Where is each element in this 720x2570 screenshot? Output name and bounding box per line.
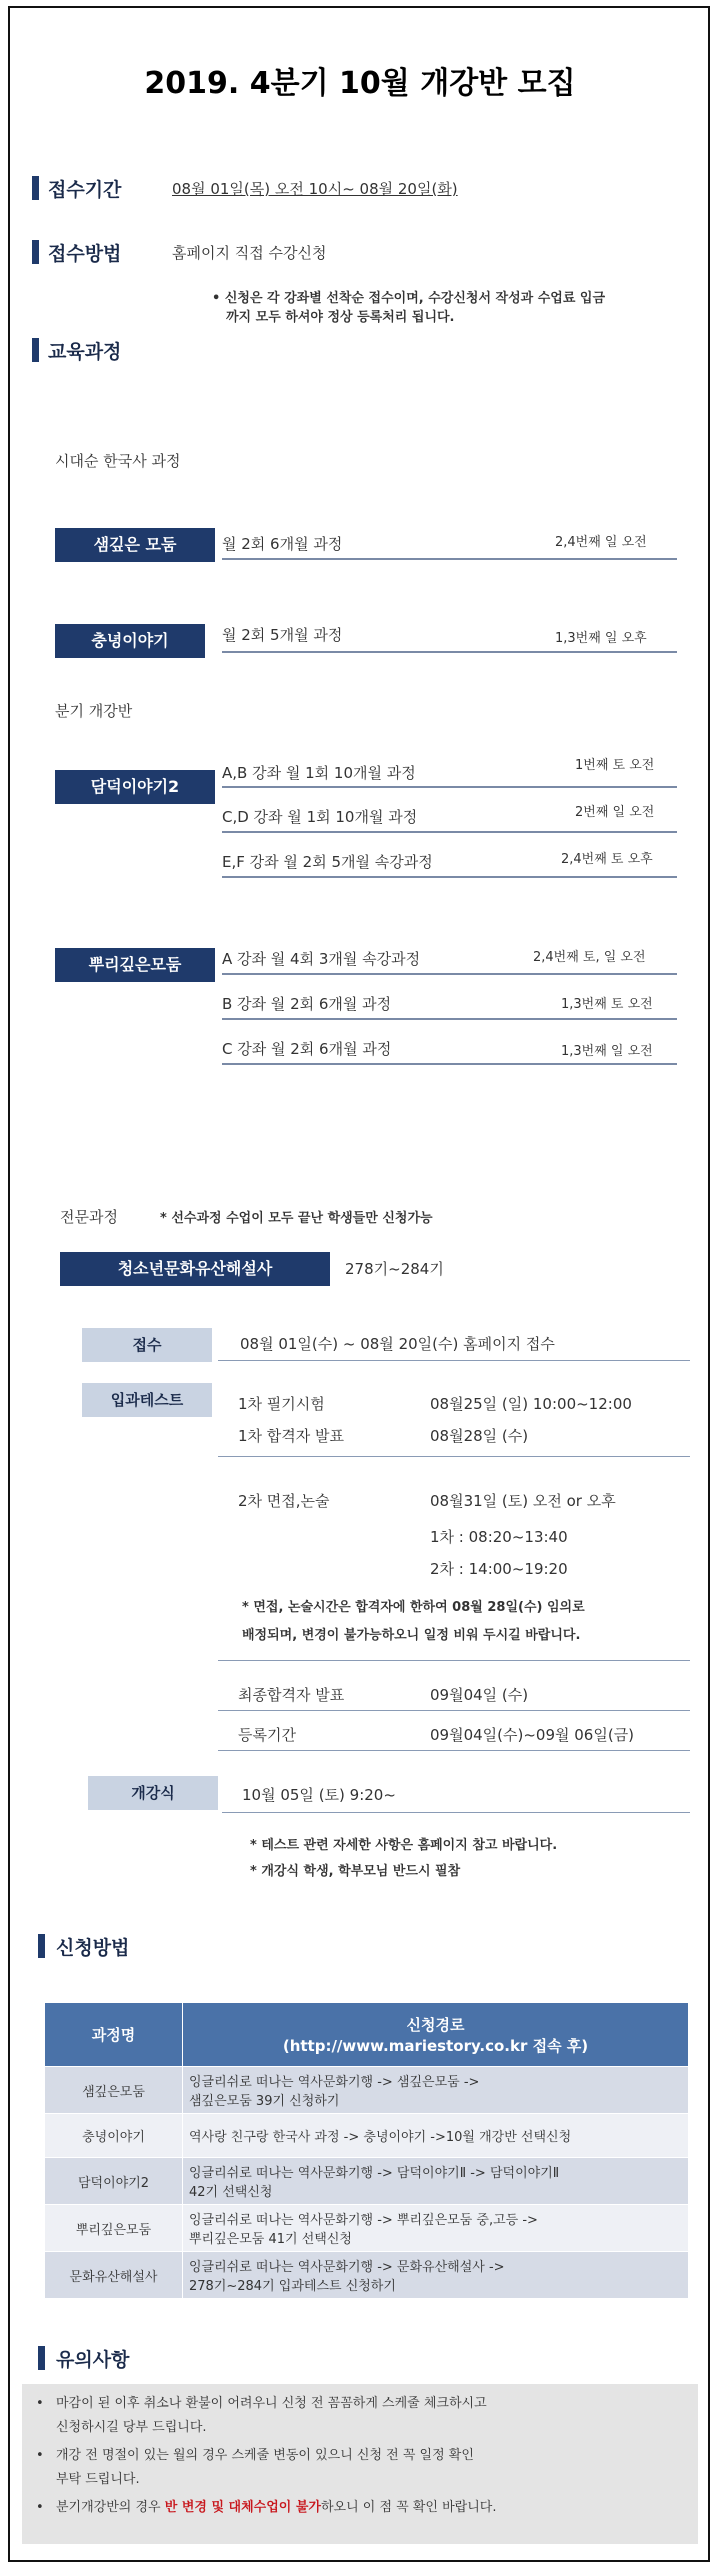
curriculum-label: 교육과정 <box>48 341 122 363</box>
table-row <box>45 2252 689 2299</box>
test-warning-line2: 배정되며, 변경이 불가능하오니 일정 비워 두시길 바랍니다. <box>242 1628 581 1643</box>
table-row <box>45 2158 689 2205</box>
page-title: 2019. 4분기 10월 개강반 모집 <box>144 66 576 101</box>
row-route <box>183 2205 689 2252</box>
table-row <box>45 2067 689 2114</box>
period-value: 08월 01일(목) 오전 10시~ 08월 20일(화) <box>172 180 458 198</box>
course-desc: C,D 강좌 월 1회 10개월 과정 <box>222 808 418 826</box>
divider <box>218 1456 690 1457</box>
method-label: 접수방법 <box>48 243 122 265</box>
section-marker <box>32 176 39 200</box>
notice-text: 개강 전 명절이 있는 월의 경우 스케줄 변동이 있으니 신청 전 꼭 일정 확인 <box>56 2448 474 2463</box>
row-course: 문화유산해설사 <box>45 2252 183 2299</box>
divider <box>222 1063 677 1065</box>
course-tag: 샘깊은 모둠 <box>55 528 215 562</box>
course-desc: B 강좌 월 2회 6개월 과정 <box>222 995 392 1013</box>
row-route <box>183 2067 689 2114</box>
section-marker <box>38 2346 45 2370</box>
row-course: 샘깊은모둠 <box>45 2067 183 2114</box>
row-route <box>183 2158 689 2205</box>
divider <box>222 1018 677 1020</box>
course-schedule: 1,3번째 토 오전 <box>561 997 653 1012</box>
route-line: 잉글리쉬로 떠나는 역사문화기행 -> 문화유산해설사 -> <box>189 2260 505 2275</box>
divider <box>218 1660 690 1661</box>
method-value: 홈페이지 직접 수강신청 <box>172 244 327 262</box>
notice-text: 마감이 된 이후 취소나 환불이 어려우니 신청 전 꼼꼼하게 스케줄 체크하시고 <box>56 2396 487 2411</box>
divider <box>218 1750 690 1751</box>
row-course: 뿌리깊은모둠 <box>45 2205 183 2252</box>
course-tag: 충녕이야기 <box>55 624 205 658</box>
row-course: 담덕이야기2 <box>45 2158 183 2205</box>
opening-value: 10월 05일 (토) 9:20~ <box>242 1786 396 1804</box>
course-schedule: 2,4번째 토 오후 <box>561 852 653 867</box>
course-desc: E,F 강좌 월 2회 5개월 속강과정 <box>222 853 433 871</box>
bullet: • <box>36 2500 44 2515</box>
divider <box>222 973 677 975</box>
table-row <box>45 2114 689 2158</box>
apply-label: 신청방법 <box>56 1937 130 1959</box>
test-r3-label: 2차 면접,논술 <box>238 1492 330 1510</box>
section-marker <box>32 240 39 264</box>
reception-value: 08월 01일(수) ~ 08월 20일(수) 홈페이지 접수 <box>240 1335 555 1353</box>
divider <box>222 876 677 878</box>
notice-item <box>32 2444 688 2492</box>
header-route-title: 신청경로 <box>406 2015 465 2034</box>
route-line: 42기 선택신청 <box>189 2185 273 2200</box>
route-line: 샘깊은모둠 39기 신청하기 <box>189 2094 340 2109</box>
notice-item <box>32 2496 688 2520</box>
notice-text: 부탁 드립니다. <box>56 2472 140 2487</box>
quarter-label: 분기 개강반 <box>55 702 133 720</box>
divider <box>218 1710 690 1711</box>
tail-note-1: * 테스트 관련 자세한 사항은 홈페이지 참고 바랍니다. <box>250 1838 558 1853</box>
header-route-url: (http://www.mariestory.co.kr 접속 후) <box>282 2036 589 2055</box>
notice-box <box>22 2384 698 2544</box>
route-line: 278기~284기 입과테스트 신청하기 <box>189 2279 396 2294</box>
course-desc: 월 2회 6개월 과정 <box>222 535 343 553</box>
notice-item <box>32 2392 688 2440</box>
chrono-label: 시대순 한국사 과정 <box>55 452 181 470</box>
divider <box>222 831 677 833</box>
header-route <box>183 2003 689 2067</box>
row-route <box>183 2114 689 2158</box>
special-note: * 선수과정 수업이 모두 끝난 학생들만 신청가능 <box>160 1211 433 1226</box>
course-schedule: 1,3번째 일 오후 <box>555 631 647 646</box>
route-line: 잉글리쉬로 떠나는 역사문화기행 -> 담덕이야기Ⅱ -> 담덕이야기Ⅱ <box>189 2166 560 2181</box>
opening-tag: 개강식 <box>88 1776 218 1810</box>
method-note-line1: • 신청은 각 강좌별 선착순 접수이며, 수강신청서 작성과 수업료 입금 <box>212 291 606 306</box>
course-schedule: 2,4번째 토, 일 오전 <box>533 950 646 965</box>
route-line: 잉글리쉬로 떠나는 역사문화기행 -> 샘깊은모둠 -> <box>189 2075 480 2090</box>
test-r3-sub1: 1차 : 08:20~13:40 <box>430 1528 568 1546</box>
course-desc: A,B 강좌 월 1회 10개월 과정 <box>222 764 416 782</box>
divider <box>222 651 677 653</box>
course-desc: 월 2회 5개월 과정 <box>222 626 343 644</box>
test-r3-value: 08월31일 (토) 오전 or 오후 <box>430 1492 616 1510</box>
course-schedule: 2,4번째 일 오전 <box>555 535 647 550</box>
divider <box>222 558 677 560</box>
bullet: • <box>36 2448 44 2463</box>
row-course: 충녕이야기 <box>45 2114 183 2158</box>
test-r5-value: 09월04일(수)~09월 06일(금) <box>430 1726 635 1744</box>
table-header-row <box>45 2003 689 2067</box>
notice-text <box>56 2496 688 2520</box>
row-route <box>183 2252 689 2299</box>
test-r1-label: 1차 필기시험 <box>238 1395 325 1413</box>
section-marker <box>38 1934 45 1958</box>
table-row <box>45 2205 689 2252</box>
test-r2-value: 08월28일 (수) <box>430 1427 529 1445</box>
test-r4-value: 09월04일 (수) <box>430 1686 529 1704</box>
notice-text: 신청하시길 당부 드립니다. <box>56 2420 207 2435</box>
course-schedule: 2번째 일 오전 <box>575 805 655 820</box>
section-marker <box>32 338 39 362</box>
route-line: 잉글리쉬로 떠나는 역사문화기행 -> 뿌리깊은모둠 중,고등 -> <box>189 2213 538 2228</box>
test-tag: 입과테스트 <box>82 1383 212 1417</box>
header-course: 과정명 <box>45 2003 183 2067</box>
divider <box>218 1360 690 1361</box>
test-r5-label: 등록기간 <box>238 1726 296 1744</box>
divider <box>222 786 677 788</box>
special-cohort: 278기~284기 <box>345 1260 444 1278</box>
test-warning-line1: * 면접, 논술시간은 합격자에 한하여 08월 28일(수) 임의로 <box>242 1600 585 1615</box>
tail-note-2: * 개강식 학생, 학부모님 반드시 필참 <box>250 1864 461 1879</box>
course-desc: A 강좌 월 4회 3개월 속강과정 <box>222 950 421 968</box>
course-schedule: 1번째 토 오전 <box>575 758 655 773</box>
special-course-tag: 청소년문화유산해설사 <box>60 1252 330 1286</box>
test-r2-label: 1차 합격자 발표 <box>238 1427 345 1445</box>
notice-emphasis: 반 변경 및 대체수업이 불가 <box>164 2500 321 2515</box>
reception-tag: 접수 <box>82 1328 212 1362</box>
test-r4-label: 최종합격자 발표 <box>238 1686 345 1704</box>
apply-table <box>44 2002 689 2299</box>
notice-text-part: 하오니 이 점 꼭 확인 바랍니다. <box>320 2500 497 2515</box>
test-r3-sub2: 2차 : 14:00~19:20 <box>430 1560 568 1578</box>
test-r1-value: 08월25일 (일) 10:00~12:00 <box>430 1395 632 1413</box>
route-line: 뿌리깊은모둠 41기 선택신청 <box>189 2232 352 2247</box>
notice-text-part: 분기개강반의 경우 <box>56 2500 165 2515</box>
period-label: 접수기간 <box>48 179 122 201</box>
divider <box>222 1812 690 1813</box>
route-line: 역사랑 친구랑 한국사 과정 -> 충녕이야기 ->10월 개강반 선택신청 <box>189 2130 572 2145</box>
special-label: 전문과정 <box>60 1208 118 1226</box>
course-schedule: 1,3번째 일 오전 <box>561 1044 653 1059</box>
course-desc: C 강좌 월 2회 6개월 과정 <box>222 1040 392 1058</box>
method-note-line2: 까지 모두 하셔야 정상 등록처리 됩니다. <box>226 310 455 325</box>
notice-label: 유의사항 <box>56 2349 130 2371</box>
bullet: • <box>36 2396 44 2411</box>
course-tag: 담덕이야기2 <box>55 770 215 804</box>
course-tag: 뿌리깊은모둠 <box>55 948 215 982</box>
